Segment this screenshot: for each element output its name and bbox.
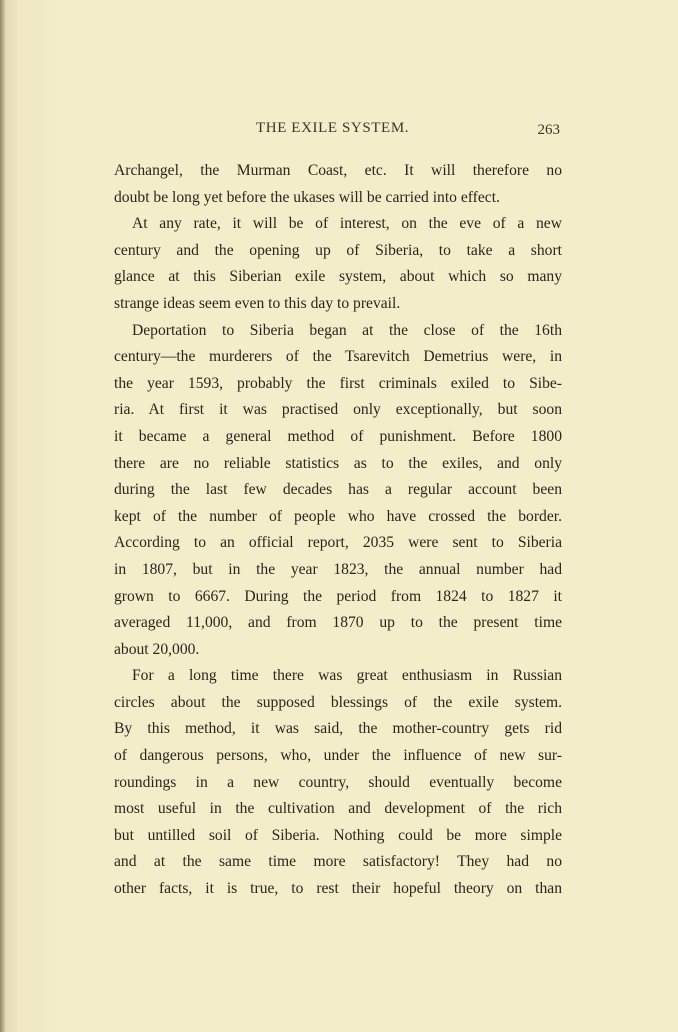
text-line: of dangerous persons, who, under the influence of new sur- bbox=[114, 747, 562, 765]
text-line: circles about the supposed blessings of the exile system. bbox=[114, 693, 562, 711]
text-line: According to an official report, 2035 were sent to Siberia bbox=[114, 534, 562, 552]
text-line: Deportation to Siberia began at the close of the 16th bbox=[132, 321, 562, 339]
text-line: glance at this Siberian exile system, about which so many bbox=[114, 268, 562, 286]
text-line: about 20,000. bbox=[114, 640, 200, 658]
text-line: century and the opening up of Siberia, to take a short bbox=[114, 241, 562, 259]
page-number: 263 bbox=[537, 122, 560, 138]
text-line: and at the same time more satisfactory! They had no bbox=[114, 853, 562, 871]
text-line: strange ideas seem even to this day to prevail. bbox=[114, 294, 401, 312]
text-line: most useful in the cultivation and development of the rich bbox=[114, 800, 562, 818]
page-binding-shadow bbox=[0, 0, 5, 1032]
text-line: ria. At first it was practised only exceptionally, but soon bbox=[114, 401, 562, 419]
text-line: but untilled soil of Siberia. Nothing could be more simple bbox=[114, 826, 562, 844]
text-line: Archangel, the Murman Coast, etc. It will therefore no bbox=[114, 162, 562, 179]
text-line: roundings in a new country, should eventually become bbox=[114, 773, 562, 791]
body-text bbox=[114, 158, 562, 903]
text-line: there are no reliable statistics as to the exiles, and only bbox=[114, 454, 562, 472]
text-line: during the last few decades has a regular account been bbox=[114, 481, 562, 499]
text-line: in 1807, but in the year 1823, the annual number had bbox=[114, 560, 562, 578]
text-line: century—the murderers of the Tsarevitch Demetrius were, in bbox=[114, 348, 562, 366]
page-header bbox=[114, 120, 572, 142]
text-line: By this method, it was said, the mother-country gets rid bbox=[114, 720, 562, 738]
text-line: it became a general method of punishment. Before 1800 bbox=[114, 427, 562, 445]
text-line: the year 1593, probably the first criminals exiled to Sibe- bbox=[114, 374, 562, 392]
text-line: other facts, it is true, to rest their hopeful theory on than bbox=[114, 880, 562, 898]
running-head: THE EXILE SYSTEM. bbox=[256, 120, 410, 136]
text-line: doubt be long yet before the ukases will be carried into effect. bbox=[114, 188, 500, 206]
text-line: For a long time there was great enthusiasm in Russian bbox=[132, 667, 562, 685]
text-line: grown to 6667. During the period from 1824 to 1827 it bbox=[114, 587, 562, 605]
text-line: kept of the number of people who have crossed the border. bbox=[114, 507, 562, 525]
text-line: At any rate, it will be of interest, on the eve of a new bbox=[132, 215, 562, 233]
text-line: averaged 11,000, and from 1870 up to the present time bbox=[114, 614, 562, 632]
